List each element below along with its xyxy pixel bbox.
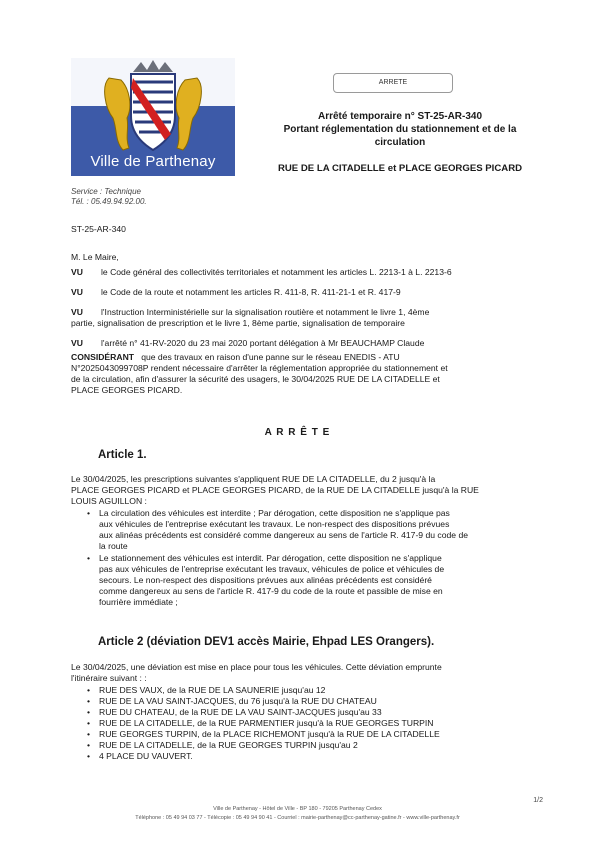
list-item <box>85 553 535 608</box>
article-text: LOUIS AGUILLON : <box>71 496 147 506</box>
vu-text: l'arrêté n° 41-RV-2020 du 23 mai 2020 portant délégation à Mr BEAUCHAMP Claude <box>101 338 425 348</box>
logo-text: Ville de Parthenay <box>90 153 216 170</box>
bullet-text: aux véhicules de l'entreprise exécutant les travaux. Le non-respect des dispositions prévues <box>99 519 450 529</box>
title-line: Portant réglementation du stationnement et de la <box>283 124 517 135</box>
arrete-heading: A R R Ê T E <box>264 427 331 438</box>
arrete-stamp: ARRETE <box>333 73 453 93</box>
considerant-label: CONSIDÉRANT <box>71 352 135 362</box>
route-item: • RUE DE LA VAU SAINT-JACQUES, du 76 jusqu'à la RUE DU CHATEAU <box>85 696 535 707</box>
route-item: • 4 PLACE DU VAUVERT. <box>85 751 535 762</box>
route-item: • RUE DE LA CITADELLE, de la RUE PARMENTIER jusqu'à la RUE GEORGES TURPIN <box>85 718 535 729</box>
route-item: • RUE DES VAUX, de la RUE DE LA SAUNERIE jusqu'au 12 <box>85 685 535 696</box>
article-1-body <box>71 474 535 608</box>
article-text: l'itinéraire suivant : : <box>71 673 147 683</box>
bullet-text: secours. Le non-respect des dispositions prévues aux alinéas précédents est considéré <box>99 575 432 585</box>
mayor-intro: M. Le Maire, <box>71 252 119 262</box>
vu-text-continued: partie, signalisation de prescription et le livre 1, 8ème partie, signalisation de temporaire <box>71 318 405 328</box>
list-item <box>85 508 535 552</box>
title-line: Arrêté temporaire n° ST-25-AR-340 <box>317 111 483 122</box>
page-number: 1/2 <box>533 797 543 804</box>
vu-text: le Code de la route et notamment les articles R. 411-8, R. 411-21-1 et R. 417-9 <box>101 287 401 297</box>
bullet-text: la route <box>99 541 128 551</box>
bullet-text: fourrière immédiate ; <box>99 597 178 607</box>
document-subtitle: RUE DE LA CITADELLE et PLACE GEORGES PICARD <box>277 163 523 174</box>
service-phone: Tél. : 05.49.94.92.00. <box>71 197 147 206</box>
vu-item <box>71 338 533 349</box>
vu-item <box>71 287 533 298</box>
bullet-text: • Le stationnement des véhicules est interdit. Par dérogation, cette disposition ne s'applique <box>99 553 442 563</box>
footer-address: Ville de Parthenay - Hôtel de Ville - BP 180 - 79205 Parthenay Cedex <box>213 806 382 812</box>
vu-item <box>71 307 533 329</box>
considerant-text: N°2025043099708P rendent nécessaire d'arrêter la réglementation appropriée du stationnement et <box>71 363 448 373</box>
route-item: • RUE DE LA CITADELLE, de la RUE GEORGES TURPIN jusqu'au 2 <box>85 740 535 751</box>
footer-contact: Téléphone : 05 49 94 03 77 - Télécopie : 05 49 94 90 41 - Courriel : mairie-parthenay@cc-parthenay-gatine.fr - www.ville-parthenay.fr <box>135 815 460 821</box>
document-title <box>250 110 550 149</box>
article-2-title: Article 2 (déviation DEV1 accès Mairie, Ehpad LES Orangers). <box>98 636 435 648</box>
route-item: • RUE GEORGES TURPIN, de la PLACE RICHEMONT jusqu'à la RUE DE LA CITADELLE <box>85 729 535 740</box>
vu-text: le Code général des collectivités territoriales et notamment les articles L. 2213-1 à L. 2213-6 <box>101 267 452 277</box>
reference-number: ST-25-AR-340 <box>71 224 126 234</box>
vu-label: VU <box>71 287 83 297</box>
article-2-body <box>71 662 535 762</box>
vu-text: l'Instruction Interministérielle sur la signalisation routière et notamment le livre 1, 4ème <box>101 307 430 317</box>
article-1-title: Article 1. <box>98 449 147 461</box>
service-info <box>71 187 147 207</box>
title-line: circulation <box>374 137 426 148</box>
article-text: Le 30/04/2025, une déviation est mise en place pour tous les véhicules. Cette déviation emprunte <box>71 662 442 672</box>
bullet-text: • La circulation des véhicules est interdite ; Par dérogation, cette disposition ne s'applique pas <box>99 508 450 518</box>
bullet-text: aux alinéas précédents est considéré comme dangereux au sens de l'article R. 417-9 du code de <box>99 530 469 540</box>
vu-item <box>71 267 533 278</box>
bullet-text: pas aux véhicules de l'entreprise exécutant les travaux, véhicules de police et véhicules de <box>99 564 445 574</box>
considerant-paragraph <box>71 352 533 396</box>
considerant-text: PLACE GEORGES PICARD. <box>71 385 183 395</box>
article-text: Le 30/04/2025, les prescriptions suivantes s'appliquent RUE DE LA CITADELLE, du 2 jusqu'à la <box>71 474 436 484</box>
service-line: Service : Technique <box>71 187 141 196</box>
considerant-text: de la circulation, afin d'assurer la sécurité des usagers, le 30/04/2025 RUE DE LA CITADELLE et <box>71 374 440 384</box>
bullet-text: comme dangereux au sens de l'article R. 417-9 du code de la route et passible de mise en <box>99 586 443 596</box>
vu-label: VU <box>71 267 83 277</box>
city-logo <box>71 58 235 176</box>
route-item: • RUE DU CHATEAU, de la RUE DE LA VAU SAINT-JACQUES jusqu'au 33 <box>85 707 535 718</box>
article-text: PLACE GEORGES PICARD et PLACE GEORGES PICARD, de la RUE DE LA CITADELLE jusqu'à la RUE <box>71 485 479 495</box>
vu-label: VU <box>71 338 83 348</box>
vu-label: VU <box>71 307 83 317</box>
considerant-text: que des travaux en raison d'une panne sur le réseau ENEDIS - ATU <box>141 352 400 362</box>
